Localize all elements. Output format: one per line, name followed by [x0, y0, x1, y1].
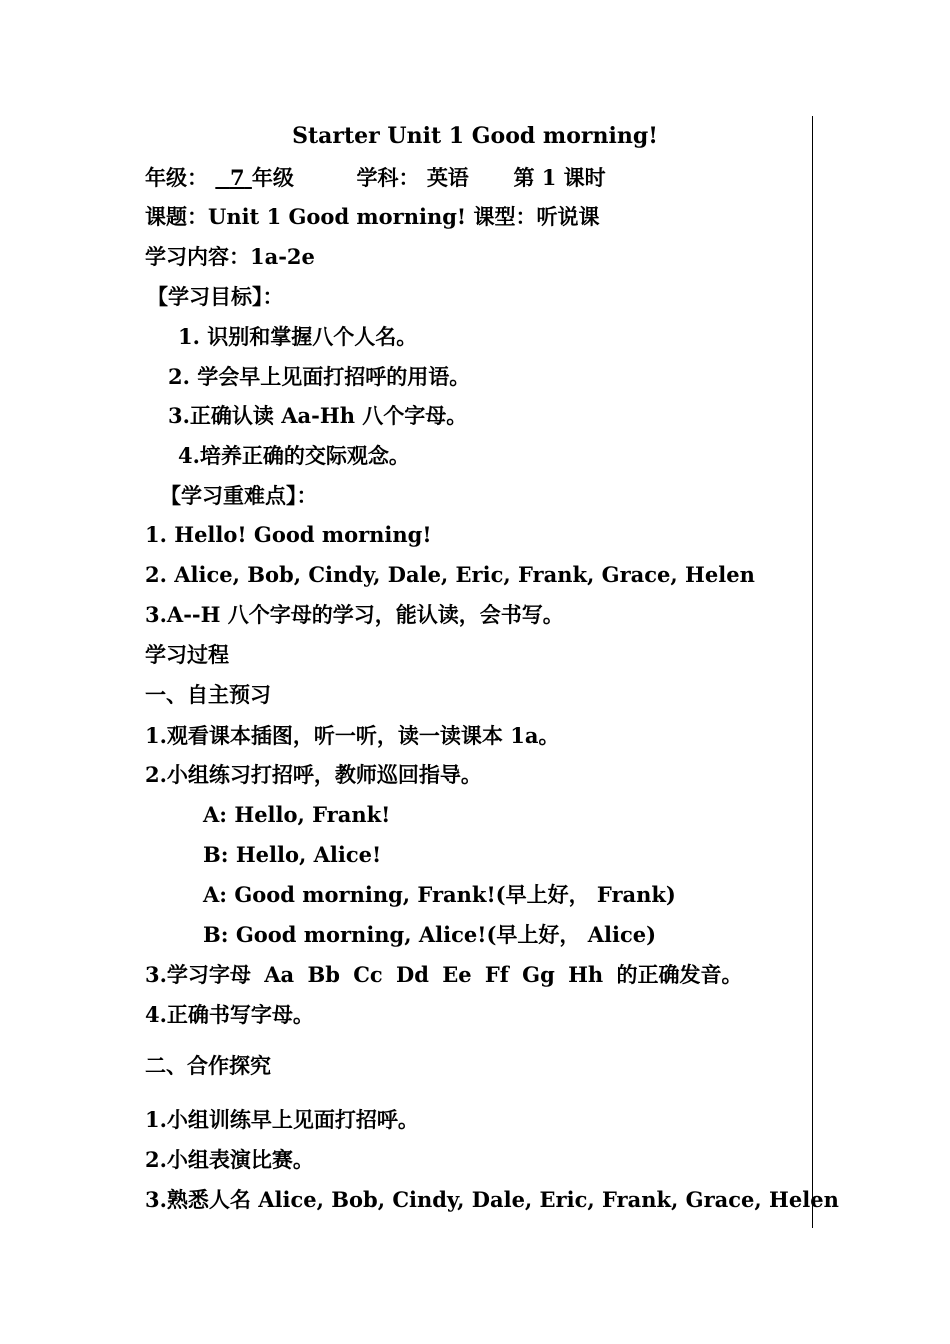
section1-item: 2.小组练习打招呼，教师巡回指导。: [145, 762, 482, 787]
goal-item: 3.正确认读 Aa-Hh 八个字母。: [168, 403, 468, 428]
grade-suffix: 年级: [251, 165, 294, 190]
grade-label: 年级：: [145, 165, 208, 190]
period: 第 1 课时: [513, 165, 606, 190]
subject-label: 学科：: [356, 165, 420, 190]
dialogue-line: B: Good morning, Alice!(早上好， Alice): [203, 922, 657, 947]
goal-item: 4.培养正确的交际观念。: [178, 443, 410, 468]
section2-item: 3.熟悉人名 Alice, Bob, Cindy, Dale, Eric, Frank, Grace, Helen: [145, 1187, 839, 1212]
key-heading: 【学习重难点】：: [160, 483, 318, 508]
dialogue-line: B: Hello, Alice!: [203, 842, 382, 867]
section1-item: 4.正确书写字母。: [145, 1002, 314, 1027]
goal-item: 1. 识别和掌握八个人名。: [178, 324, 418, 349]
goals-heading: 【学习目标】：: [147, 284, 284, 309]
section1-item: 1.观看课本插图，听一听，读一读课本 1a。: [145, 723, 560, 748]
subject-value: 英语: [426, 165, 469, 190]
dialogue-line: A: Good morning, Frank!(早上好， Frank): [203, 882, 676, 907]
section2-heading: 二、合作探究: [145, 1053, 271, 1078]
section2-item: 1.小组训练早上见面打招呼。: [145, 1107, 419, 1132]
dialogue-line: A: Hello, Frank!: [203, 802, 391, 827]
key-point: 1. Hello! Good morning!: [145, 522, 432, 547]
section1-heading: 一、自主预习: [145, 682, 271, 707]
right-margin-rule: [812, 116, 813, 1228]
grade-subject-line: [145, 164, 606, 192]
topic-line: 课题：Unit 1 Good morning! 课型：听说课: [145, 204, 600, 229]
goal-item: 2. 学会早上见面打招呼的用语。: [168, 364, 471, 389]
section1-item: 3.学习字母 Aa Bb Cc Dd Ee Ff Gg Hh 的正确发音。: [145, 962, 743, 987]
grade-value: 7: [229, 165, 245, 190]
document-title: Starter Unit 1 Good morning!: [292, 123, 658, 149]
key-point: 3.A--H 八个字母的学习，能认读，会书写。: [145, 602, 564, 627]
key-point: 2. Alice, Bob, Cindy, Dale, Eric, Frank, Grace, Helen: [145, 562, 755, 587]
content-line: 学习内容：1a-2e: [145, 244, 315, 269]
section2-item: 2.小组表演比赛。: [145, 1147, 314, 1172]
process-heading: 学习过程: [145, 642, 229, 667]
